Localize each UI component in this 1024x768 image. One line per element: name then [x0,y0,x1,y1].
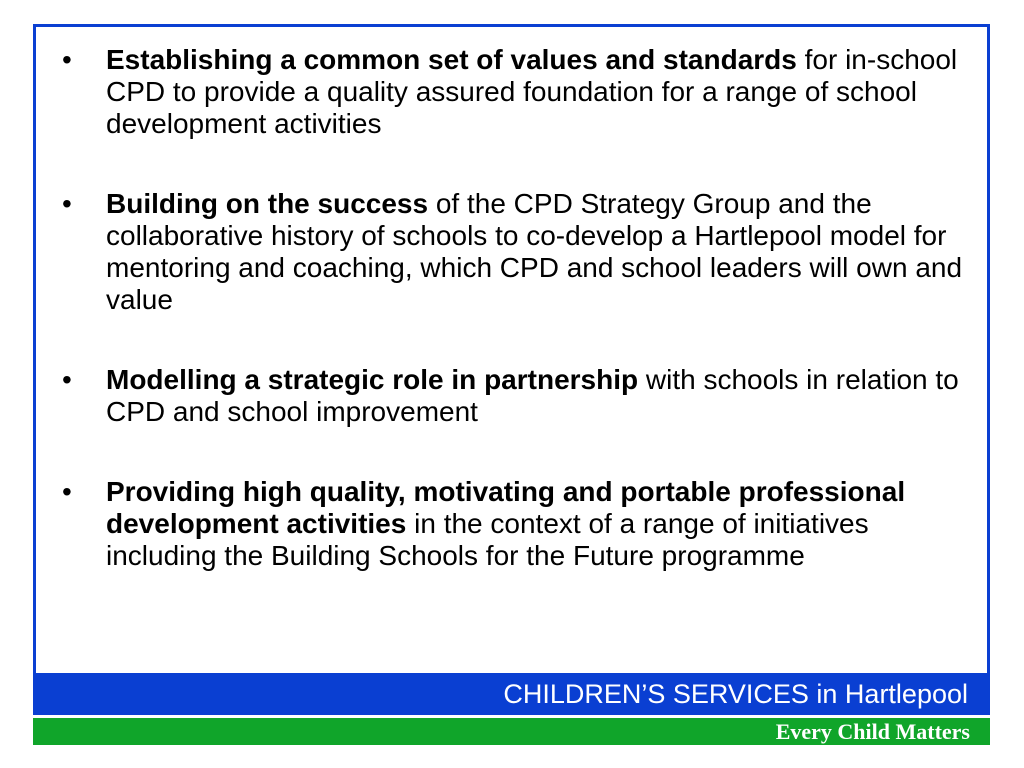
bullet-body-text: in the context of a range of initiatives including the Building Schools for the Future programme [106,508,869,571]
bullet-item [62,188,982,316]
bullet-bold-text: Modelling a strategic role in partnership [106,364,639,395]
bullet-body-text: with schools in relation to CPD and school improvement [106,364,959,427]
department-banner [33,673,990,715]
department-title: CHILDREN’S SERVICES in Hartlepool [503,678,968,709]
bullet-item [62,364,982,428]
bullet-text [106,364,959,427]
tagline-banner [33,718,990,745]
bullet-text [106,188,962,315]
bullet-dot-icon: • [62,188,72,219]
bullet-dot-icon: • [62,364,72,395]
bullet-item [62,44,982,140]
bullet-text [106,476,905,571]
bullet-body-text: for in-school CPD to provide a quality assured foundation for a range of school development activities [106,44,958,139]
bullet-dot-icon: • [62,44,72,75]
bullet-dot-icon: • [62,476,72,507]
bullet-list [62,44,982,620]
bullet-bold-text: Establishing a common set of values and standards [106,44,797,75]
bullet-body-text: of the CPD Strategy Group and the collaborative history of schools to co-develop a Hartlepool model for mentoring and coaching, which CPD and school leaders will own and value [106,188,963,315]
tagline-text: Every Child Matters [775,718,970,744]
bullet-text [106,44,957,139]
bullet-item [62,476,982,572]
bullet-bold-text: Building on the success [106,188,429,219]
bullet-bold-text: Providing high quality, motivating and portable professional development activities [106,476,906,539]
